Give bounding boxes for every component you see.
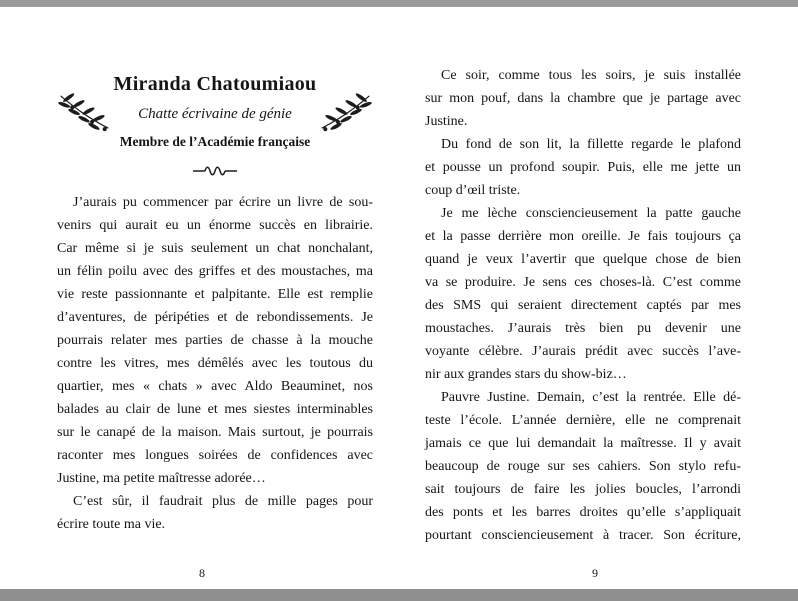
paragraph xyxy=(425,386,741,547)
text-line: quartier, mes « chats » avec Aldo Beauminet, nos xyxy=(57,379,373,394)
text-line: va se produire. Je sens ces choses-là. C’est comme xyxy=(425,275,741,290)
text-line: jamais ce que lui demandait la maîtresse. Il y avait xyxy=(425,436,741,451)
text-line: teste l’école. L’année dernière, elle ne comprenait xyxy=(425,413,741,428)
text-line: balades au clair de lune et mes siestes interminables xyxy=(57,402,373,417)
right-page-number: 9 xyxy=(592,566,598,580)
paragraph xyxy=(57,490,373,536)
text-line: pourtant consciencieusement à tracer. Son écriture, xyxy=(425,528,741,543)
text-line: des ponts et les barres droites qu’elle s’appliquait xyxy=(425,505,741,520)
text-line: venirs qui aurait eu un énorme succès en librairie. xyxy=(57,218,373,233)
right-page-body xyxy=(425,64,741,547)
text-line: et la passe derrière mon oreille. Je fais toujours ça xyxy=(425,229,741,244)
text-line: Du fond de son lit, la fillette regarde le plafond xyxy=(441,137,741,152)
text-line: Car même si je suis seulement un chat nonchalant, xyxy=(57,241,373,256)
text-line: Pauvre Justine. Demain, c’est la rentrée. Elle dé- xyxy=(441,390,741,405)
chapter-affiliation: Membre de l’Académie française xyxy=(119,134,311,149)
paragraph xyxy=(425,64,741,133)
text-line: Justine, ma petite maîtresse adorée… xyxy=(57,471,266,486)
olive-branch-icon xyxy=(57,89,111,135)
text-line: sait toujours de faire les jolies boucles, l’arrondi xyxy=(425,482,741,497)
olive-branch-icon xyxy=(319,89,373,135)
text-line: Je me lèche consciencieusement la patte gauche xyxy=(441,206,741,221)
chapter-title-block xyxy=(111,72,319,150)
text-line: un félin poilu avec des griffes et des moustaches, ma xyxy=(57,264,373,279)
text-line: vie reste passionnante et palpitante. Elle est remplie xyxy=(57,287,373,302)
paragraph xyxy=(425,133,741,202)
chapter-title: Miranda Chatoumiaou xyxy=(113,73,317,95)
text-line: raconter mes longues soirées de confidences avec xyxy=(57,448,373,463)
text-line: Ce soir, comme tous les soirs, je suis installée xyxy=(441,68,741,83)
text-line: des SMS qui seraient directement captés par mes xyxy=(425,298,741,313)
left-page xyxy=(57,58,373,536)
screen-top-edge xyxy=(0,0,798,7)
text-line: J’aurais pu commencer par écrire un livre de sou- xyxy=(73,195,373,210)
chapter-subtitle: Chatte écrivaine de génie xyxy=(138,106,292,122)
chapter-header xyxy=(57,58,373,150)
text-line: C’est sûr, il faudrait plus de mille pages pour xyxy=(73,494,373,509)
text-line: et pousse un profond soupir. Puis, elle me jette un xyxy=(425,160,741,175)
squiggle-rule-icon xyxy=(57,165,373,177)
text-line: voyante célèbre. J’aurais prédit avec succès l’ave- xyxy=(425,344,741,359)
text-line: pourrais relater mes parties de chasse à la mouche xyxy=(57,333,373,348)
screen-bottom-edge xyxy=(0,589,798,601)
text-line: d’aventures, de péripéties et de rebondissements. Je xyxy=(57,310,373,325)
text-line: Justine. xyxy=(425,114,468,129)
paragraph xyxy=(425,202,741,386)
right-page xyxy=(425,52,741,547)
paragraph xyxy=(57,191,373,490)
text-line: contre les vitres, mes démêlés avec les toutous du xyxy=(57,356,373,371)
text-line: sur le canapé de la maison. Mais surtout, je pourrais xyxy=(57,425,373,440)
left-page-body xyxy=(57,191,373,536)
text-line: quand je veux l’avertir que quelque chose de bien xyxy=(425,252,741,267)
text-line: moustaches. J’aurais très bien pu devenir une xyxy=(425,321,741,336)
left-page-number: 8 xyxy=(199,566,205,580)
text-line: sur mon pouf, dans la chambre que je partage avec xyxy=(425,91,741,106)
text-line: nir aux grandes stars du show-biz… xyxy=(425,367,627,382)
text-line: beaucoup de rouge sur ses cahiers. Son stylo refu- xyxy=(425,459,741,474)
text-line: coup d’œil triste. xyxy=(425,183,521,198)
text-line: écrire toute ma vie. xyxy=(57,517,166,532)
